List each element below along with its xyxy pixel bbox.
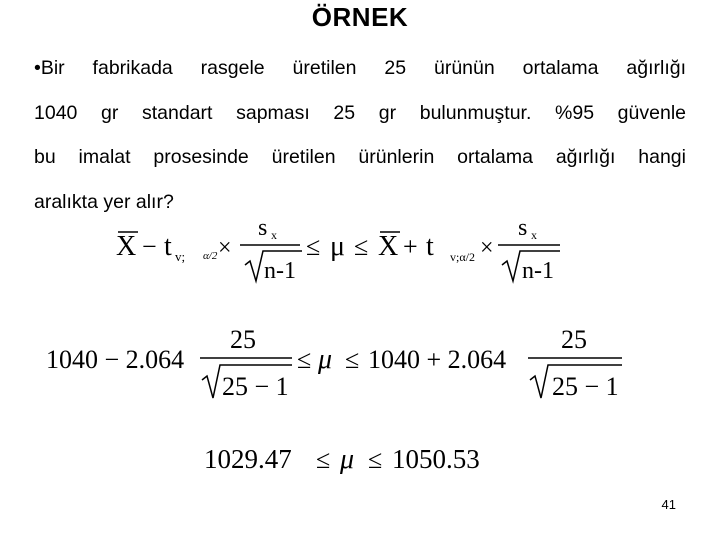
sx-right: s — [518, 215, 528, 241]
t-subscript-left-b: α/2 — [203, 250, 218, 262]
slide-title: ÖRNEK — [311, 2, 409, 32]
page-number: 41 — [661, 497, 676, 512]
fraction-right-denominator: 25 − 1 — [552, 372, 619, 401]
n-1-right: n-1 — [522, 258, 554, 284]
problem-text — [34, 46, 686, 224]
problem-line-2: 1040 gr standart sapması 25 gr bulunmuştur. %95 güvenle — [34, 101, 686, 124]
leq-sub-1: ≤ — [297, 345, 312, 374]
n-1-left: n-1 — [264, 258, 296, 284]
formula-result — [0, 430, 720, 480]
t-symbol-left: t — [164, 231, 172, 262]
leq-sub-2: ≤ — [345, 345, 360, 374]
left-constant: 1040 − 2.064 — [46, 345, 185, 374]
right-constant: 1040 + 2.064 — [368, 345, 507, 374]
leq-2: ≤ — [354, 232, 369, 261]
times-left: × — [218, 235, 232, 261]
formula-substituted — [0, 318, 720, 408]
upper-bound: 1050.53 — [392, 444, 480, 474]
times-right: × — [480, 235, 494, 261]
mu-symbol: μ — [330, 231, 346, 262]
problem-line-1: •Bir fabrikada rasgele üretilen 25 ürünün ortalama ağırlığı — [34, 57, 686, 79]
mu-sub: μ — [318, 344, 333, 375]
fraction-left-numerator: 25 — [230, 325, 256, 354]
sx-left: s — [258, 215, 268, 241]
plus-sign: + — [403, 232, 418, 261]
xbar-left: X — [116, 231, 137, 262]
t-symbol-right: t — [426, 231, 434, 262]
lower-bound: 1029.47 — [204, 444, 292, 474]
t-subscript-right: v;α/2 — [450, 250, 475, 264]
leq-res-2: ≤ — [368, 445, 383, 474]
minus-sign: − — [142, 232, 157, 261]
fraction-left-denominator: 25 − 1 — [222, 372, 289, 401]
sx-right-sub: x — [531, 228, 537, 242]
fraction-right-numerator: 25 — [561, 325, 587, 354]
t-subscript-left-a: v; — [175, 249, 186, 264]
sx-left-sub: x — [271, 228, 277, 242]
problem-line-3: bu imalat prosesinde üretilen ürünlerin ortalama ağırlığı hangi — [34, 146, 686, 168]
formula-general — [0, 205, 720, 295]
leq-1: ≤ — [306, 232, 321, 261]
xbar-right: X — [378, 231, 399, 262]
problem-line-4: aralıkta yer alır? — [34, 190, 174, 213]
leq-res-1: ≤ — [316, 445, 331, 474]
mu-res: μ — [340, 444, 355, 475]
